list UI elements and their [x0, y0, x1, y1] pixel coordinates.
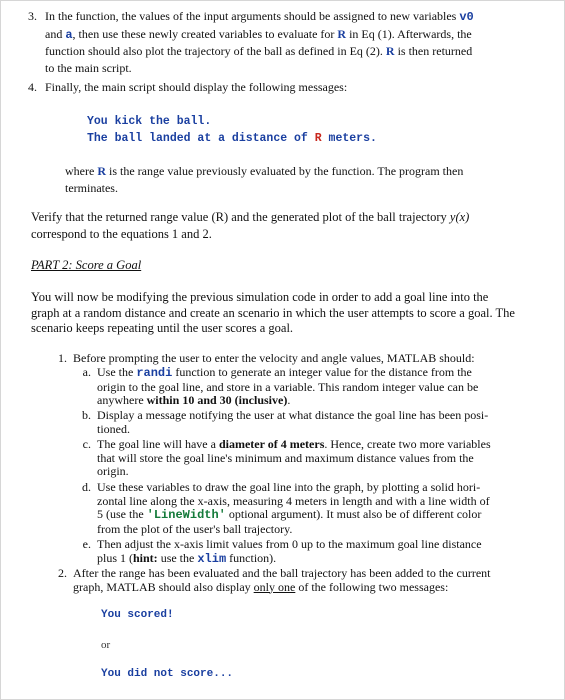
- substep-letter-b: b.: [82, 408, 91, 422]
- part2-intro: You will now be modifying the previous simulation code in order to add a goal line into the graph at a random distance and create an scenario in which the user attempts to score a goal. The scenario keeps repeating until the user scores a goal.: [31, 290, 515, 335]
- substep-letter-e: e.: [82, 537, 91, 551]
- list-item-4: Finally, the main script should display the following messages:: [45, 80, 348, 94]
- substep-c: The goal line will have a diameter of 4 meters. Hence, create two more variables that will store the goal line's minimum and maximum distance values from the origin.: [97, 437, 491, 478]
- list-number-3: 3.: [28, 9, 37, 23]
- func-randi: randi: [136, 366, 173, 380]
- message-landed: The ball landed at a distance of: [87, 132, 315, 145]
- step-number-1: 1.: [58, 351, 67, 365]
- substep-letter-c: c.: [82, 437, 91, 451]
- substep-d: Use these variables to draw the goal line into the graph, by plotting a solid hori- zontal line along the x-axis, measuring 4 meters in length and with a line width of 5 (use the 'LineWidth' optional argument). It must also be of different color from the plot of the user's ball trajectory.: [97, 480, 490, 536]
- message-kick: You kick the ball.: [87, 115, 212, 128]
- item3-text: In the function, the values of the input arguments should be assigned to new variables: [45, 9, 460, 23]
- substep-letter-a: a.: [82, 365, 91, 379]
- message-not-scored: You did not score...: [101, 668, 234, 680]
- step-2: After the range has been evaluated and the ball trajectory has been added to the current graph, MATLAB should also display only one of the following two messages:: [73, 566, 491, 594]
- var-v0: v0: [459, 10, 474, 24]
- or-separator: or: [101, 639, 111, 651]
- message-code-block: You kick the ball. The ball landed at a distance of R meters.: [87, 115, 377, 145]
- list-item-3: In the function, the values of the input arguments should be assigned to new variables v0 and a, then use these newly created variables to evaluate for R in Eq (1). Afterwards, the function should also plot the trajectory of the ball as defined in Eq (2). R is then returned to the main script.: [45, 9, 474, 75]
- verify-paragraph: Verify that the returned range value (R) and the generated plot of the ball trajectory y(x) correspond to the equations 1 and 2.: [31, 210, 470, 241]
- substep-b: Display a message notifying the user at what distance the goal line has been posi- tioned.: [97, 408, 489, 436]
- var-a: a: [65, 27, 73, 42]
- step-number-2: 2.: [58, 566, 67, 580]
- message-scored: You scored!: [101, 609, 174, 621]
- substep-a: Use the randi function to generate an integer value for the distance from the origin to the goal line, and store in a variable. This random integer value can be anywhere within 10 and 30 (inclusive).: [97, 365, 479, 407]
- step-1: Before prompting the user to enter the velocity and angle values, MATLAB should:: [73, 351, 475, 365]
- list-number-4: 4.: [28, 80, 37, 94]
- func-xlim: xlim: [197, 551, 227, 566]
- var-R: R: [337, 26, 347, 41]
- part2-heading: PART 2: Score a Goal: [31, 258, 142, 272]
- substep-letter-d: d.: [82, 480, 91, 494]
- substep-e: Then adjust the x-axis limit values from 0 up to the maximum goal line distance plus 1 (hint: use the xlim function).: [97, 537, 482, 566]
- where-note: where R is the range value previously evaluated by the function. The program then terminates.: [65, 164, 464, 195]
- linewidth-arg: 'LineWidth': [146, 508, 226, 522]
